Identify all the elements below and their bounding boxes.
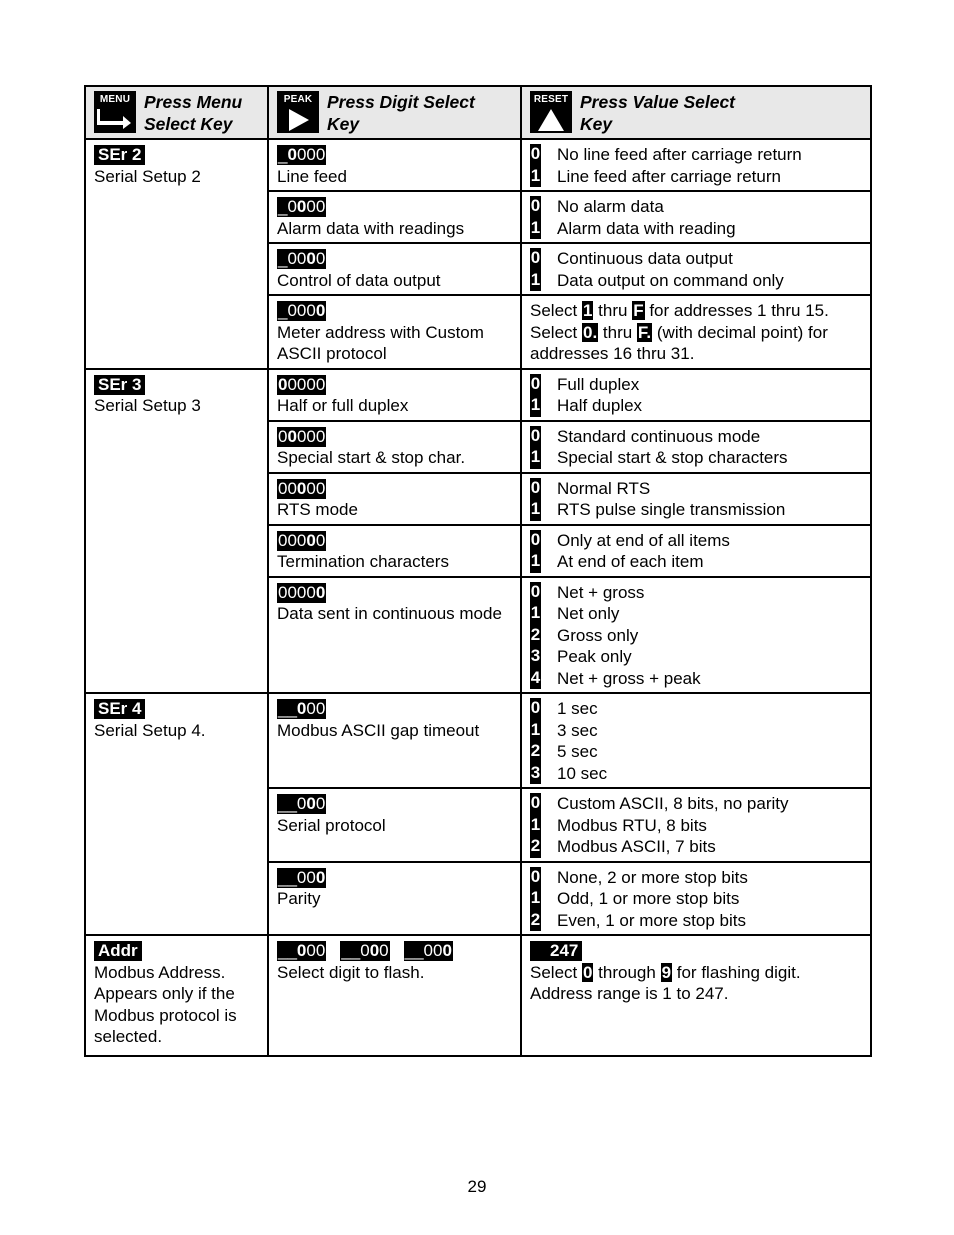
digit-display-1: __000 bbox=[278, 941, 326, 960]
option: 1 Data output on command only bbox=[530, 269, 784, 290]
digit-display: 00000 bbox=[278, 530, 326, 550]
up-triangle-icon bbox=[536, 108, 566, 132]
digit-display: 00000 bbox=[278, 478, 326, 498]
option: 1 3 sec bbox=[530, 719, 598, 740]
digit-display: _0000 bbox=[278, 197, 326, 216]
ser3-value-cell-1 bbox=[521, 369, 871, 421]
ser3-value-cell-2 bbox=[521, 421, 871, 473]
header-peak: PEAK Press Digit Select Key bbox=[268, 86, 521, 139]
ser4-digit-cell-3: __000 Parity bbox=[268, 862, 521, 936]
ser3-value-cell-3 bbox=[521, 473, 871, 525]
ser3-value-cell-4 bbox=[521, 525, 871, 577]
option: 1 At end of each item bbox=[530, 551, 704, 571]
option: 3 Peak only bbox=[530, 646, 632, 666]
option: 1 RTS pulse single transmission bbox=[530, 499, 786, 519]
digit-display-3: __000 bbox=[404, 941, 452, 960]
option: 1 Odd, 1 or more stop bits bbox=[530, 888, 740, 908]
ser4-value-cell-3 bbox=[521, 862, 871, 936]
ser2-digit-cell-3: _0000 Control of data output bbox=[268, 243, 521, 295]
option: 1 Special start & stop characters bbox=[530, 447, 788, 467]
right-triangle-icon bbox=[283, 108, 313, 132]
ser2-row-1 bbox=[85, 139, 871, 191]
reset-key-icon: RESET bbox=[530, 91, 572, 133]
ser2-value-cell-1 bbox=[521, 139, 871, 191]
option: 1 Net only bbox=[530, 603, 620, 623]
option: 0 Normal RTS bbox=[530, 477, 651, 498]
addr-row bbox=[85, 935, 871, 1056]
header-menu: MENU Press Menu Select Key bbox=[85, 86, 268, 139]
page-number: 29 bbox=[467, 1177, 487, 1196]
option: 0 Net + gross bbox=[530, 581, 645, 602]
ser3-digit-cell-2: 00000 Special start & stop char. bbox=[268, 421, 521, 473]
option: 0 None, 2 or more stop bits bbox=[530, 866, 748, 887]
ser2-menu-cell bbox=[85, 139, 268, 369]
addr-value-cell: 247 Select 0 through 9 for flashing digit. Address range is 1 to 247. bbox=[521, 935, 871, 1056]
option: 0 Continuous data output bbox=[530, 248, 733, 268]
menu-key-icon: MENU bbox=[94, 91, 136, 133]
ser2-digit-cell-2: _0000 Alarm data with readings bbox=[268, 191, 521, 243]
ser2-display: SEr 2 bbox=[94, 145, 145, 165]
option: 1 Modbus RTU, 8 bits bbox=[530, 814, 707, 835]
digit-display: _0000 bbox=[278, 301, 326, 320]
option: 2 5 sec bbox=[530, 741, 598, 761]
option: 1 Line feed after carriage return bbox=[530, 165, 781, 186]
option: 2 Gross only bbox=[530, 624, 639, 645]
addr-display: Addr bbox=[94, 941, 142, 961]
ser4-name: Serial Setup 4. bbox=[94, 720, 206, 740]
digit-display: 00000 bbox=[278, 374, 326, 394]
ser3-digit-cell-3: 00000 RTS mode bbox=[268, 473, 521, 525]
digit-display: __000 bbox=[278, 794, 326, 813]
option: 0 1 sec bbox=[530, 698, 598, 718]
option: 0 Only at end of all items bbox=[530, 529, 730, 550]
ser2-value-cell-3 bbox=[521, 243, 871, 295]
addr-menu-cell: Addr Modbus Address. Appears only if the Modbus protocol is selected. bbox=[85, 935, 268, 1056]
option: 1 Half duplex bbox=[530, 395, 643, 415]
addr-digit-cell: __000 __000 __000 Select digit to flash. bbox=[268, 935, 521, 1056]
option: 0 Standard continuous mode bbox=[530, 425, 761, 446]
ser2-value-cell-2 bbox=[521, 191, 871, 243]
ser3-menu-cell bbox=[85, 369, 268, 694]
option: 0 Custom ASCII, 8 bits, no parity bbox=[530, 793, 789, 813]
option: 0 No alarm data bbox=[530, 196, 664, 216]
settings-table bbox=[84, 85, 872, 1057]
ser4-digit-cell-2: __000 Serial protocol bbox=[268, 788, 521, 862]
option: 2 Even, 1 or more stop bits bbox=[530, 909, 746, 930]
ser2-value-cell-4 bbox=[521, 295, 871, 369]
enter-arrow-icon bbox=[97, 108, 133, 130]
address-range-text: Select 1 thru F for addresses 1 thru 15. Select 0. thru F. (with decimal point) for addresses 16 thru 31. bbox=[530, 301, 829, 363]
ser4-menu-cell bbox=[85, 693, 268, 935]
digit-display: __000 bbox=[278, 867, 326, 887]
peak-key-icon: PEAK bbox=[277, 91, 319, 133]
option: 3 10 sec bbox=[530, 762, 608, 783]
ser3-digit-cell-4: 00000 Termination characters bbox=[268, 525, 521, 577]
ser4-value-cell-1 bbox=[521, 693, 871, 788]
ser4-digit-cell-1: __000 Modbus ASCII gap timeout bbox=[268, 693, 521, 788]
ser3-digit-cell-5: 00000 Data sent in continuous mode bbox=[268, 577, 521, 694]
digit-display: 00000 bbox=[278, 426, 326, 446]
digit-display: _0000 bbox=[278, 145, 326, 164]
option: 4 Net + gross + peak bbox=[530, 667, 701, 688]
header-reset: RESET Press Value Select Key bbox=[521, 86, 871, 139]
ser3-row-1 bbox=[85, 369, 871, 421]
option: 0 Full duplex bbox=[530, 373, 640, 394]
ser3-display: SEr 3 bbox=[94, 375, 145, 395]
ser2-name: Serial Setup 2 bbox=[94, 166, 201, 186]
ser3-digit-cell-1: 00000 Half or full duplex bbox=[268, 369, 521, 421]
digit-display: _0000 bbox=[278, 249, 326, 268]
ser4-value-cell-2 bbox=[521, 788, 871, 862]
ser2-digit-cell-1: _0000 Line feed bbox=[268, 139, 521, 191]
option: 1 Alarm data with reading bbox=[530, 217, 736, 238]
ser2-digit-cell-4: _0000 Meter address with Custom ASCII protocol bbox=[268, 295, 521, 369]
digit-display: 00000 bbox=[278, 582, 326, 602]
option: 0 No line feed after carriage return bbox=[530, 144, 802, 164]
digit-display-2: __000 bbox=[341, 941, 389, 960]
addr-value-display: 247 bbox=[530, 941, 582, 961]
header-row bbox=[85, 86, 871, 139]
digit-display: __000 bbox=[278, 699, 326, 718]
option: 2 Modbus ASCII, 7 bits bbox=[530, 836, 716, 856]
ser3-value-cell-5 bbox=[521, 577, 871, 694]
ser3-name: Serial Setup 3 bbox=[94, 396, 201, 415]
ser4-display: SEr 4 bbox=[94, 699, 145, 719]
ser4-row-1 bbox=[85, 693, 871, 788]
